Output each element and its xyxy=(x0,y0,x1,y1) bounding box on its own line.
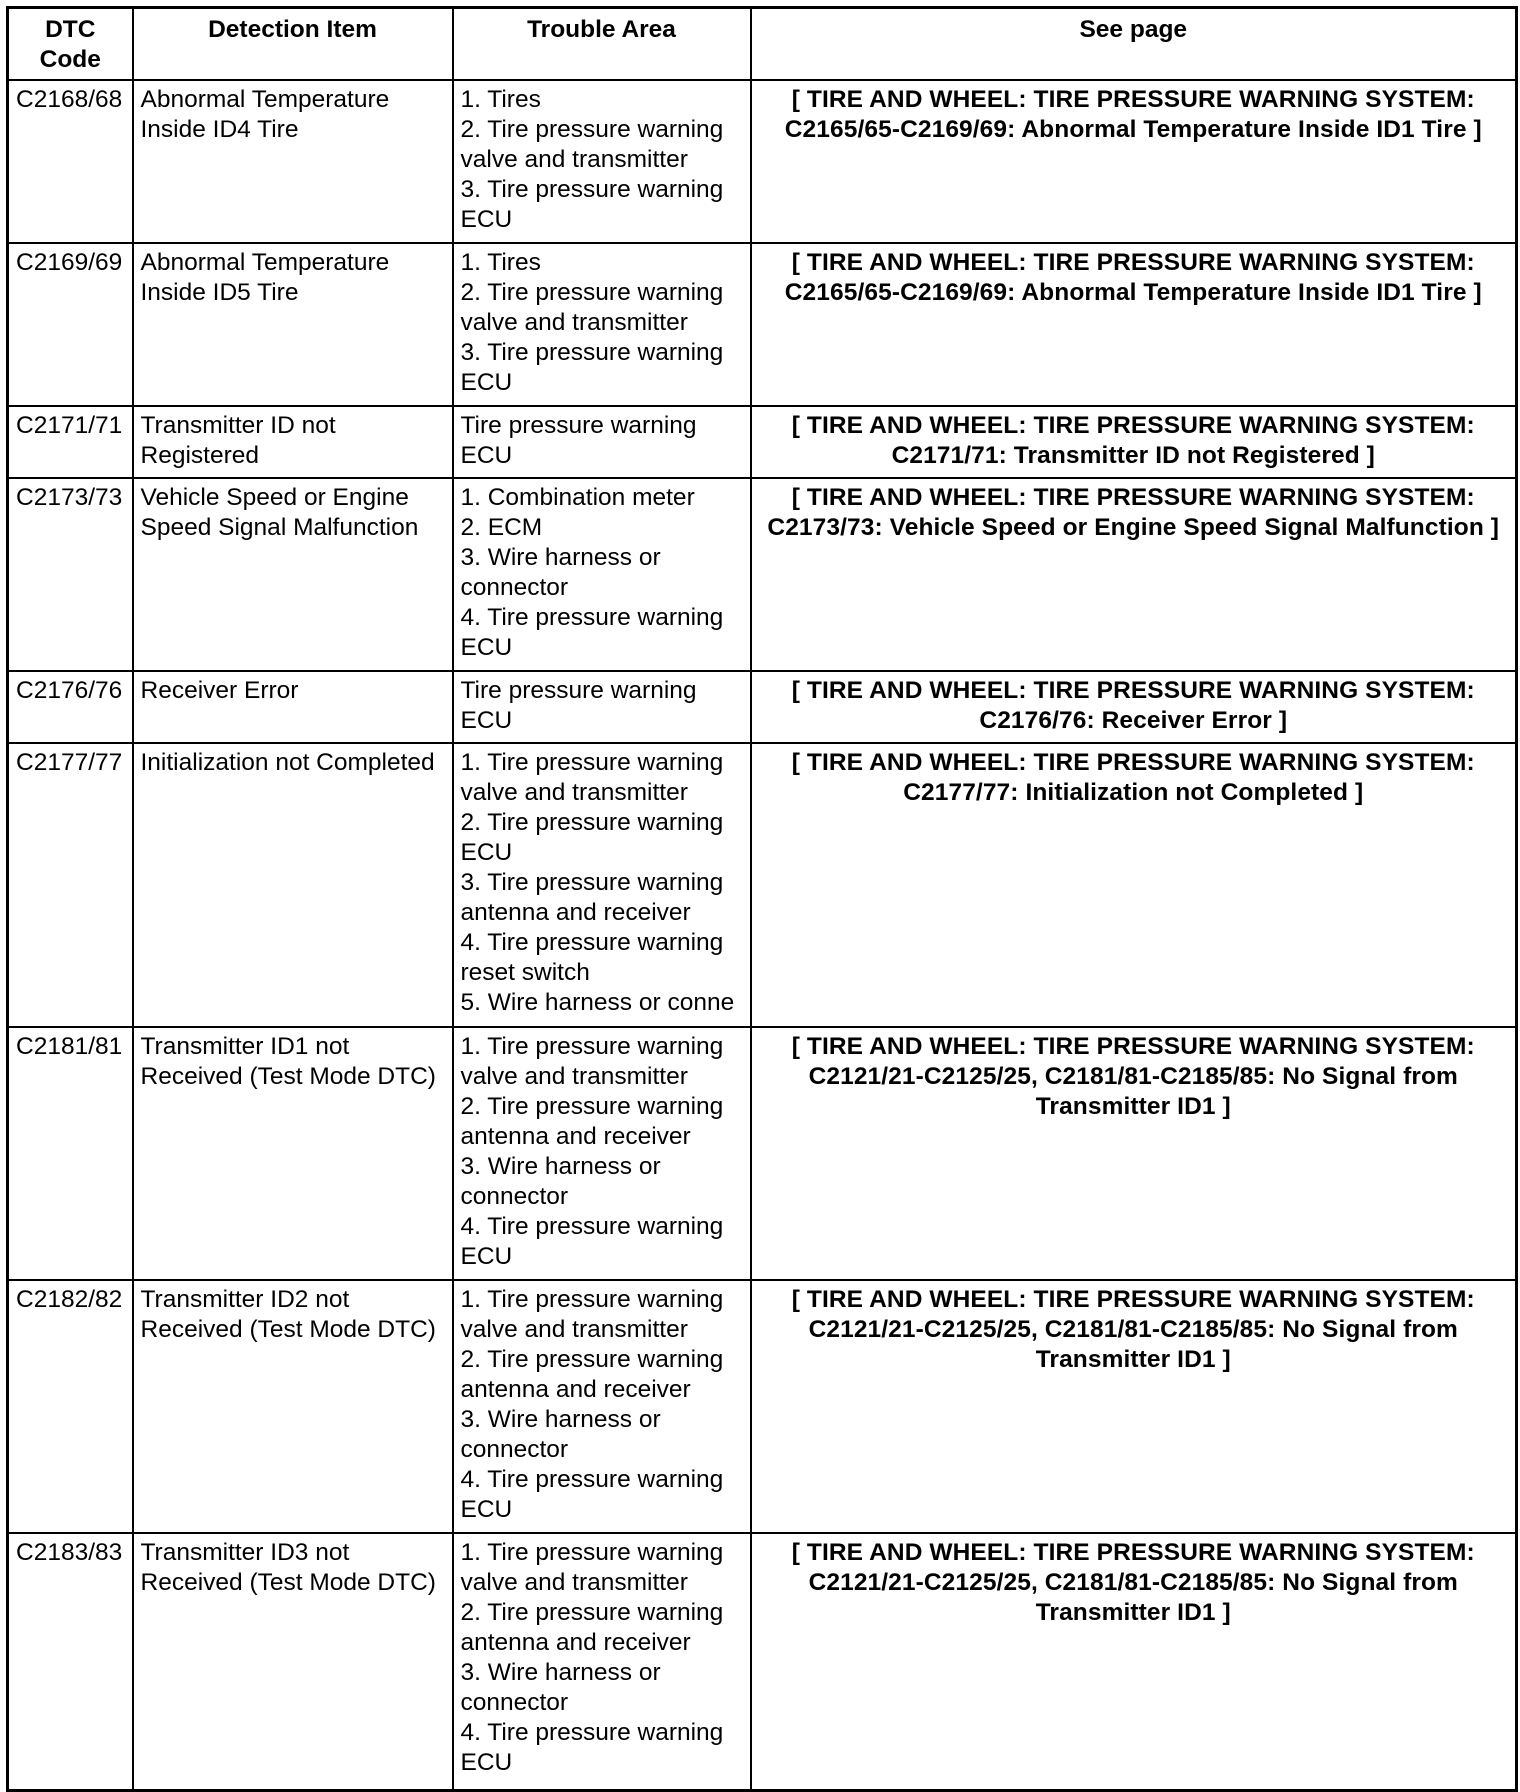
detection-item-cell-line: Received (Test Mode DTC) xyxy=(140,1315,436,1343)
trouble-area-cell-line: antenna and receiver xyxy=(460,1375,691,1403)
header-row xyxy=(8,8,1517,80)
detection-item-cell-line: Received (Test Mode DTC) xyxy=(140,1062,436,1090)
table-row xyxy=(8,671,1517,743)
trouble-area-cell-line: 1. Tire pressure warning xyxy=(460,1285,724,1313)
see-page-link-line: C2173/73: Vehicle Speed or Engine Speed Signal Malfunction ] xyxy=(767,513,1500,541)
trouble-area-cell xyxy=(453,1533,751,1791)
see-page-link-line: [ TIRE AND WHEEL: TIRE PRESSURE WARNING SYSTEM: xyxy=(791,1032,1475,1060)
trouble-area-cell-line: 4. Tire pressure warning xyxy=(460,1212,724,1240)
dtc-code-cell: C2171/71 xyxy=(8,406,133,478)
detection-item-cell xyxy=(133,1027,453,1280)
dtc-code-cell: C2177/77 xyxy=(8,743,133,1027)
trouble-area-cell-line: ECU xyxy=(460,441,513,469)
trouble-area-cell xyxy=(453,478,751,671)
see-page-link-line: C2176/76: Receiver Error ] xyxy=(979,706,1288,734)
detection-item-cell xyxy=(133,743,453,1027)
table-row xyxy=(8,1280,1517,1533)
header-dtc-code-line: DTC xyxy=(45,16,96,43)
header-detection-item: Detection Item xyxy=(133,8,453,80)
detection-item-cell-line: Transmitter ID2 not xyxy=(140,1285,350,1313)
trouble-area-cell xyxy=(453,1280,751,1533)
trouble-area-cell xyxy=(453,671,751,743)
see-page-link xyxy=(751,1533,1517,1791)
dtc-code-cell: C2182/82 xyxy=(8,1280,133,1533)
dtc-code-cell: C2168/68 xyxy=(8,80,133,243)
detection-item-cell-line: Receiver Error xyxy=(140,676,299,704)
trouble-area-cell-line: valve and transmitter xyxy=(460,778,688,806)
see-page-link xyxy=(751,671,1517,743)
trouble-area-cell-line: Tire pressure warning xyxy=(460,411,697,439)
trouble-area-cell-line: 1. Combination meter xyxy=(460,483,695,511)
see-page-link xyxy=(751,243,1517,406)
trouble-area-cell-line: valve and transmitter xyxy=(460,145,688,173)
see-page-link xyxy=(751,1280,1517,1533)
trouble-area-cell-line: 3. Tire pressure warning xyxy=(460,175,724,203)
trouble-area-cell xyxy=(453,743,751,1027)
detection-item-cell xyxy=(133,80,453,243)
trouble-area-cell-line: ECU xyxy=(460,368,513,396)
see-page-link-line: [ TIRE AND WHEEL: TIRE PRESSURE WARNING SYSTEM: xyxy=(791,85,1475,113)
trouble-area-cell-line: ECU xyxy=(460,1242,513,1270)
see-page-link-line: C2121/21-C2125/25, C2181/81-C2185/85: No Signal from xyxy=(808,1062,1458,1090)
detection-item-cell-line: Vehicle Speed or Engine xyxy=(140,483,409,511)
trouble-area-cell-line: 1. Tire pressure warning xyxy=(460,1032,724,1060)
detection-item-cell-line: Abnormal Temperature xyxy=(140,85,390,113)
see-page-link-line: [ TIRE AND WHEEL: TIRE PRESSURE WARNING SYSTEM: xyxy=(791,248,1475,276)
dtc-code-cell: C2176/76 xyxy=(8,671,133,743)
detection-item-cell xyxy=(133,1533,453,1791)
detection-item-cell-line: Initialization not Completed xyxy=(140,748,435,776)
header-see-page: See page xyxy=(751,8,1517,80)
trouble-area-cell-line: 5. Wire harness or conne xyxy=(460,988,735,1016)
trouble-area-cell-line: 1. Tires xyxy=(460,248,541,276)
see-page-link xyxy=(751,743,1517,1027)
detection-item-cell-line: Transmitter ID not xyxy=(140,411,336,439)
trouble-area-cell-line: 2. ECM xyxy=(460,513,543,541)
trouble-area-cell-line: Tire pressure warning xyxy=(460,676,697,704)
trouble-area-cell-line: connector xyxy=(460,1688,569,1716)
dtc-code-cell: C2169/69 xyxy=(8,243,133,406)
detection-item-cell-line: Transmitter ID3 not xyxy=(140,1538,350,1566)
trouble-area-cell xyxy=(453,1027,751,1280)
see-page-link-line: C2165/65-C2169/69: Abnormal Temperature Inside ID1 Tire ] xyxy=(784,115,1482,143)
trouble-area-cell-line: antenna and receiver xyxy=(460,898,691,926)
detection-item-cell-line: Inside ID4 Tire xyxy=(140,115,299,143)
trouble-area-cell-line: antenna and receiver xyxy=(460,1628,691,1656)
detection-item-cell-line: Speed Signal Malfunction xyxy=(140,513,419,541)
header-dtc-code xyxy=(8,8,133,80)
see-page-link-line: C2177/77: Initialization not Completed ] xyxy=(903,778,1364,806)
trouble-area-cell-line: 3. Tire pressure warning xyxy=(460,338,724,366)
trouble-area-cell-line: 2. Tire pressure warning xyxy=(460,278,724,306)
detection-item-cell-line: Inside ID5 Tire xyxy=(140,278,299,306)
dtc-code-cell: C2173/73 xyxy=(8,478,133,671)
trouble-area-cell-line: connector xyxy=(460,1182,569,1210)
see-page-link-line: Transmitter ID1 ] xyxy=(1035,1092,1231,1120)
trouble-area-cell-line: ECU xyxy=(460,633,513,661)
table-row xyxy=(8,1027,1517,1280)
trouble-area-cell-line: valve and transmitter xyxy=(460,1568,688,1596)
trouble-area-cell-line: 1. Tire pressure warning xyxy=(460,748,724,776)
trouble-area-cell-line: valve and transmitter xyxy=(460,308,688,336)
trouble-area-cell-line: 3. Wire harness or xyxy=(460,1658,661,1686)
trouble-area-cell-line: connector xyxy=(460,573,569,601)
detection-item-cell xyxy=(133,406,453,478)
trouble-area-cell-line: 2. Tire pressure warning xyxy=(460,1345,724,1373)
trouble-area-cell-line: ECU xyxy=(460,838,513,866)
see-page-link-line: Transmitter ID1 ] xyxy=(1035,1345,1231,1373)
trouble-area-cell xyxy=(453,243,751,406)
trouble-area-cell-line: valve and transmitter xyxy=(460,1315,688,1343)
see-page-link-line: C2171/71: Transmitter ID not Registered ] xyxy=(891,441,1375,469)
trouble-area-cell-line: 4. Tire pressure warning xyxy=(460,603,724,631)
trouble-area-cell-line: 3. Wire harness or xyxy=(460,1152,661,1180)
trouble-area-cell-line: 2. Tire pressure warning xyxy=(460,1092,724,1120)
trouble-area-cell-line: 4. Tire pressure warning xyxy=(460,1718,724,1746)
trouble-area-cell-line: ECU xyxy=(460,1748,513,1776)
table-row xyxy=(8,743,1517,1027)
trouble-area-cell-line: ECU xyxy=(460,1495,513,1523)
see-page-link-line: C2121/21-C2125/25, C2181/81-C2185/85: No Signal from xyxy=(808,1315,1458,1343)
trouble-area-cell xyxy=(453,80,751,243)
detection-item-cell xyxy=(133,1280,453,1533)
trouble-area-cell-line: reset switch xyxy=(460,958,590,986)
trouble-area-cell-line: 3. Wire harness or xyxy=(460,543,661,571)
see-page-link-line: [ TIRE AND WHEEL: TIRE PRESSURE WARNING SYSTEM: xyxy=(791,1538,1475,1566)
see-page-link-line: [ TIRE AND WHEEL: TIRE PRESSURE WARNING SYSTEM: xyxy=(791,483,1475,511)
dtc-code-cell: C2183/83 xyxy=(8,1533,133,1791)
dtc-code-cell: C2181/81 xyxy=(8,1027,133,1280)
see-page-link-line: [ TIRE AND WHEEL: TIRE PRESSURE WARNING SYSTEM: xyxy=(791,676,1475,704)
see-page-link-line: [ TIRE AND WHEEL: TIRE PRESSURE WARNING SYSTEM: xyxy=(791,411,1475,439)
trouble-area-cell-line: antenna and receiver xyxy=(460,1122,691,1150)
table-row xyxy=(8,478,1517,671)
trouble-area-cell-line: connector xyxy=(460,1435,569,1463)
detection-item-cell-line: Registered xyxy=(140,441,259,469)
see-page-link-line: Transmitter ID1 ] xyxy=(1035,1598,1231,1626)
trouble-area-cell-line: 3. Tire pressure warning xyxy=(460,868,724,896)
trouble-area-cell-line: 1. Tires xyxy=(460,85,541,113)
header-dtc-code-line: Code xyxy=(39,46,101,73)
see-page-link-line: [ TIRE AND WHEEL: TIRE PRESSURE WARNING SYSTEM: xyxy=(791,748,1475,776)
trouble-area-cell-line: 4. Tire pressure warning xyxy=(460,1465,724,1493)
see-page-link-line: C2121/21-C2125/25, C2181/81-C2185/85: No Signal from xyxy=(808,1568,1458,1596)
see-page-link xyxy=(751,406,1517,478)
trouble-area-cell-line: 2. Tire pressure warning xyxy=(460,1598,724,1626)
trouble-area-cell-line: 2. Tire pressure warning xyxy=(460,115,724,143)
table-row xyxy=(8,80,1517,243)
detection-item-cell xyxy=(133,478,453,671)
dtc-table-body xyxy=(8,80,1517,1791)
detection-item-cell-line: Abnormal Temperature xyxy=(140,248,390,276)
trouble-area-cell-line: valve and transmitter xyxy=(460,1062,688,1090)
see-page-link xyxy=(751,80,1517,243)
table-row xyxy=(8,406,1517,478)
detection-item-cell-line: Received (Test Mode DTC) xyxy=(140,1568,436,1596)
trouble-area-cell-line: 1. Tire pressure warning xyxy=(460,1538,724,1566)
detection-item-cell xyxy=(133,671,453,743)
header-trouble-area: Trouble Area xyxy=(453,8,751,80)
see-page-link xyxy=(751,1027,1517,1280)
trouble-area-cell-line: 4. Tire pressure warning xyxy=(460,928,724,956)
table-row xyxy=(8,243,1517,406)
trouble-area-cell-line: 3. Wire harness or xyxy=(460,1405,661,1433)
detection-item-cell-line: Transmitter ID1 not xyxy=(140,1032,350,1060)
table-row xyxy=(8,1533,1517,1791)
trouble-area-cell-line: ECU xyxy=(460,706,513,734)
detection-item-cell xyxy=(133,243,453,406)
trouble-area-cell-line: ECU xyxy=(460,205,513,233)
see-page-link-line: C2165/65-C2169/69: Abnormal Temperature Inside ID1 Tire ] xyxy=(784,278,1482,306)
trouble-area-cell xyxy=(453,406,751,478)
see-page-link-line: [ TIRE AND WHEEL: TIRE PRESSURE WARNING SYSTEM: xyxy=(791,1285,1475,1313)
see-page-link xyxy=(751,478,1517,671)
trouble-area-cell-line: 2. Tire pressure warning xyxy=(460,808,724,836)
dtc-table xyxy=(6,6,1518,1792)
